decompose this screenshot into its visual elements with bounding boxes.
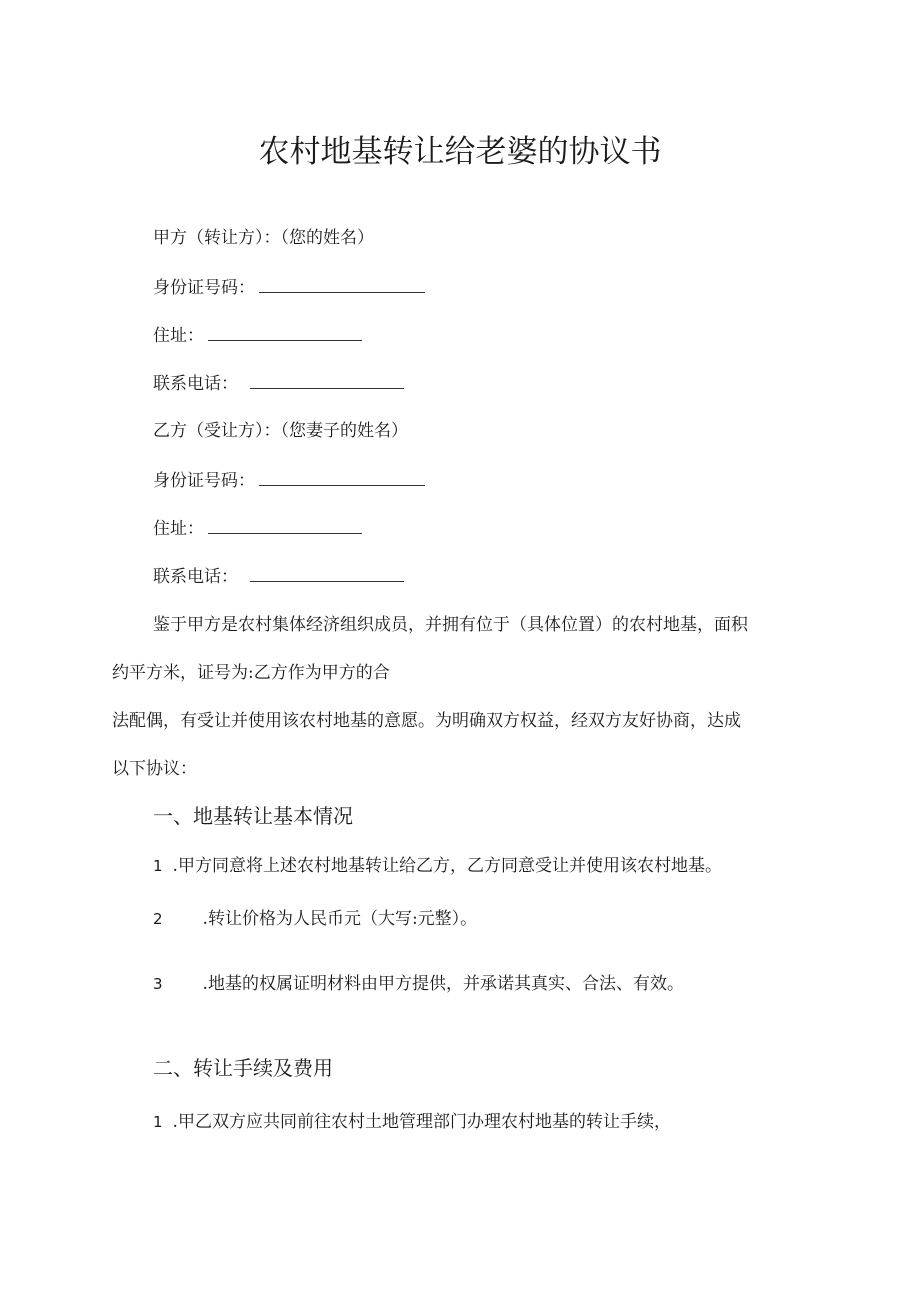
party-a-heading: 甲方（转让方）：（您的姓名） xyxy=(153,228,374,248)
section-1-heading: 一、地基转让基本情况 xyxy=(153,804,353,828)
preamble-line-1: 鉴于甲方是农村集体经济组织成员，并拥有位于（具体位置）的农村地基，面积 xyxy=(153,615,748,635)
party-a-id-blank xyxy=(259,275,425,293)
party-a-id-label: 身份证号码： xyxy=(153,278,255,298)
party-b-heading: 乙方（受让方）：（您妻子的姓名） xyxy=(153,421,408,441)
document-title: 农村地基转让给老婆的协议书 xyxy=(258,134,662,170)
item-number: 3 xyxy=(153,975,163,993)
item-text: .甲乙双方应共同前往农村土地管理部门办理农村地基的转让手续， xyxy=(172,1112,671,1132)
party-b-id-row xyxy=(153,468,425,493)
party-a-address-row xyxy=(153,323,362,348)
party-b-id-blank xyxy=(259,468,425,486)
section-1-item-3 xyxy=(153,972,684,996)
party-a-id-row xyxy=(153,275,425,300)
preamble-line-2: 约平方米，证号为:乙方作为甲方的合 xyxy=(112,663,390,683)
item-number: 1 xyxy=(153,857,163,875)
party-a-address-label: 住址： xyxy=(153,326,204,346)
section-1-item-2 xyxy=(153,907,477,931)
item-number: 2 xyxy=(153,910,163,928)
party-a-phone-blank xyxy=(250,371,404,389)
preamble-line-3: 法配偶，有受让并使用该农村地基的意愿。为明确双方权益，经双方友好协商，达成 xyxy=(112,711,741,731)
party-b-id-label: 身份证号码： xyxy=(153,471,255,491)
party-a-address-blank xyxy=(208,323,362,341)
party-a-phone-row xyxy=(153,371,404,396)
section-2-item-1 xyxy=(153,1110,671,1134)
preamble-line-4: 以下协议： xyxy=(112,759,197,779)
party-b-address-row xyxy=(153,516,362,541)
party-a-phone-label: 联系电话： xyxy=(153,374,238,394)
party-b-address-blank xyxy=(208,516,362,534)
item-text: .转让价格为人民币元（大写:元整）。 xyxy=(202,909,478,929)
party-b-address-label: 住址： xyxy=(153,519,204,539)
party-b-phone-label: 联系电话： xyxy=(153,567,238,587)
item-number: 1 xyxy=(153,1113,163,1131)
section-1-item-1 xyxy=(153,854,722,878)
item-text: .地基的权属证明材料由甲方提供，并承诺其真实、合法、有效。 xyxy=(202,974,684,994)
party-b-phone-row xyxy=(153,564,404,589)
item-text: .甲方同意将上述农村地基转让给乙方，乙方同意受让并使用该农村地基。 xyxy=(172,856,722,876)
party-b-phone-blank xyxy=(250,564,404,582)
section-2-heading: 二、转让手续及费用 xyxy=(153,1056,333,1080)
